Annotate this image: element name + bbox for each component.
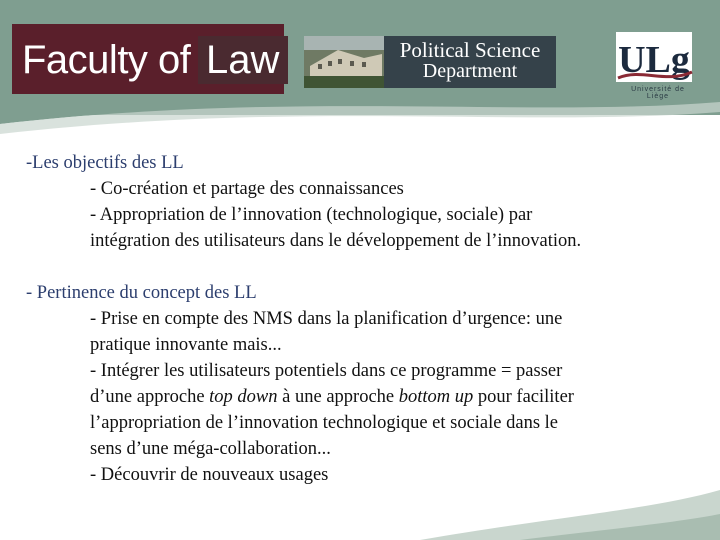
section2-heading: Pertinence du concept des LL (36, 283, 257, 303)
emphasis-top-down: top down (209, 387, 278, 407)
text-fragment: d’une approche (90, 387, 210, 407)
svg-text:ULg: ULg (618, 39, 690, 81)
list-item: intégration des utilisateurs dans le développement de l’innovation. (90, 231, 582, 251)
slide-content (26, 150, 696, 488)
text-fragment: à une approche (277, 387, 399, 407)
emphasis-bottom-up: bottom up (398, 387, 474, 407)
department-title: Political Science (399, 38, 541, 62)
list-item: - Co-création et partage des connaissances (90, 179, 404, 199)
list-item: - Découvrir de nouveaux usages (90, 465, 329, 485)
list-item: sens d’une méga-collaboration... (90, 439, 331, 459)
spacer (26, 254, 696, 280)
list-item: pratique innovante mais... (90, 335, 282, 355)
text-fragment: pour faciliter (473, 387, 574, 407)
list-item: - Prise en compte des NMS dans la planification d’urgence: une (90, 309, 563, 329)
list-item: l’appropriation de l’innovation technologique et sociale dans le (90, 413, 559, 433)
section2-dash: - (26, 283, 37, 303)
ulg-caption: Université de Liège (631, 86, 685, 100)
section1-heading: -Les objectifs des LL (26, 153, 184, 173)
list-item (26, 384, 696, 410)
list-item: - Intégrer les utilisateurs potentiels dans ce programme = passer (90, 361, 563, 381)
section2-heading-row (26, 280, 696, 306)
department-subtitle: Department (422, 60, 518, 82)
building-photo (304, 36, 384, 88)
list-item: - Appropriation de l’innovation (technologique, sociale) par (90, 205, 533, 225)
faculty-of-text: Faculty of (22, 38, 191, 82)
law-text: Law (206, 38, 280, 82)
